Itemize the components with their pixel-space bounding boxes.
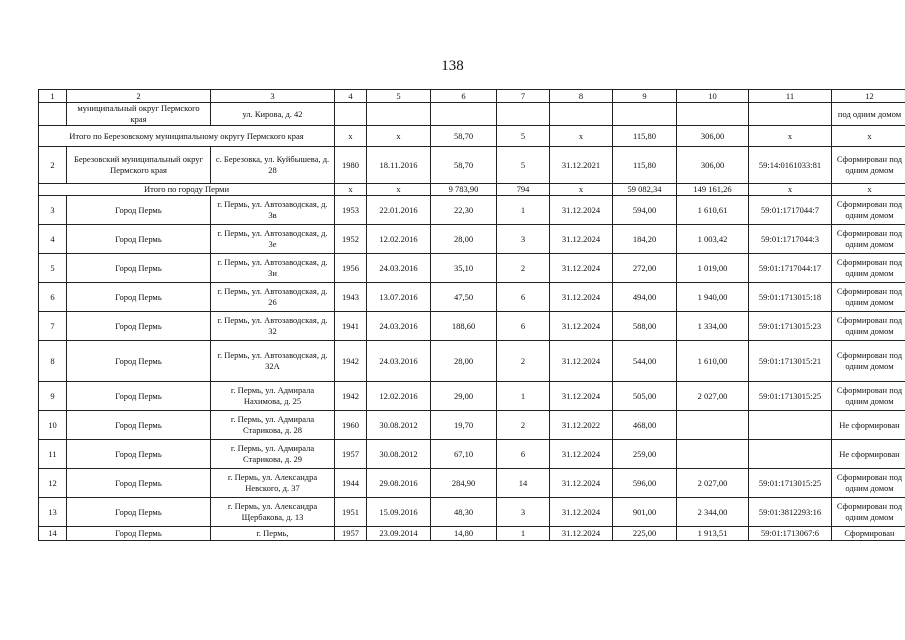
cell-cost: 1 940,00 xyxy=(677,283,749,312)
col-header: 6 xyxy=(431,90,497,103)
cell-name: Город Пермь xyxy=(67,283,211,312)
cell-residents: 2 xyxy=(497,411,550,440)
cell-cadastral: 59:01:1713015:23 xyxy=(749,312,832,341)
cell-status: Сформирован под одним домом xyxy=(832,312,905,341)
cell-status: Не сформирован xyxy=(832,440,905,469)
cell-area: 188,60 xyxy=(431,312,497,341)
col-header: 1 xyxy=(39,90,67,103)
cell-date: 24.03.2016 xyxy=(367,254,431,283)
cell-date: 22.01.2016 xyxy=(367,196,431,225)
cell-land: 505,00 xyxy=(613,382,677,411)
cell-year: 1942 xyxy=(335,382,367,411)
cell-area: 35,10 xyxy=(431,254,497,283)
table-row xyxy=(39,283,905,312)
cell-year: 1957 xyxy=(335,440,367,469)
cell-plan-date: 31.12.2024 xyxy=(550,196,613,225)
cell-residents: 2 xyxy=(497,341,550,382)
cell-date: 18.11.2016 xyxy=(367,147,431,184)
cell-plan-date: 31.12.2021 xyxy=(550,147,613,184)
cell-date: 29.08.2016 xyxy=(367,469,431,498)
cell-num: 7 xyxy=(39,312,67,341)
cell-land: 184,20 xyxy=(613,225,677,254)
cell-land: 494,00 xyxy=(613,283,677,312)
cell-num xyxy=(39,103,67,126)
cell-year: 1951 xyxy=(335,498,367,527)
cell-address: г. Пермь, ул. Автозаводская, д. 3е xyxy=(211,225,335,254)
cell-year: 1941 xyxy=(335,312,367,341)
cell-name: Березовский муниципальный округ Пермского края xyxy=(67,147,211,184)
col-header: 8 xyxy=(550,90,613,103)
cell-land: 115,80 xyxy=(613,147,677,184)
cell-area: 284,90 xyxy=(431,469,497,498)
cell-cadastral: 59:01:1717044:3 xyxy=(749,225,832,254)
cell-area: 22,30 xyxy=(431,196,497,225)
cell-plan-date: 31.12.2022 xyxy=(550,411,613,440)
cell-cost: 1 019,00 xyxy=(677,254,749,283)
cell-area: 48,30 xyxy=(431,498,497,527)
cell-cadastral xyxy=(749,440,832,469)
column-number-row xyxy=(39,90,905,103)
cell-num: 9 xyxy=(39,382,67,411)
cell-name: Город Пермь xyxy=(67,341,211,382)
cell-land: 259,00 xyxy=(613,440,677,469)
cell-cadastral: 59:14:0161033:81 xyxy=(749,147,832,184)
cell-name: Город Пермь xyxy=(67,254,211,283)
cell-land: 596,00 xyxy=(613,469,677,498)
cell-plan-date: 31.12.2024 xyxy=(550,469,613,498)
table-row xyxy=(39,469,905,498)
cell-status: Сформирован под одним домом xyxy=(832,341,905,382)
cell-name: Город Пермь xyxy=(67,527,211,541)
cell-residents: 6 xyxy=(497,283,550,312)
cell-cost: 1 913,51 xyxy=(677,527,749,541)
cell-num: 4 xyxy=(39,225,67,254)
col-header: 5 xyxy=(367,90,431,103)
col-header: 4 xyxy=(335,90,367,103)
cell-num: 6 xyxy=(39,283,67,312)
cell-name: Город Пермь xyxy=(67,440,211,469)
cell-status: Сформирован под одним домом xyxy=(832,382,905,411)
cell-year: 1952 xyxy=(335,225,367,254)
cell-num: 11 xyxy=(39,440,67,469)
cell-residents: 6 xyxy=(497,312,550,341)
col-header: 11 xyxy=(749,90,832,103)
cell-year: 1953 xyxy=(335,196,367,225)
cell-address: ул. Кирова, д. 42 xyxy=(211,103,335,126)
cell-year: 1944 xyxy=(335,469,367,498)
cell-plan-date: 31.12.2024 xyxy=(550,254,613,283)
continuation-row xyxy=(39,103,905,126)
cell-date: 13.07.2016 xyxy=(367,283,431,312)
cell-num: 8 xyxy=(39,341,67,382)
cell-year: 1957 xyxy=(335,527,367,541)
cell-plan-date: 31.12.2024 xyxy=(550,382,613,411)
housing-table xyxy=(38,89,905,541)
table-row xyxy=(39,382,905,411)
cell-plan-date: 31.12.2024 xyxy=(550,312,613,341)
cell-residents: 1 xyxy=(497,382,550,411)
cell-residents: 5 xyxy=(497,147,550,184)
cell-cost: 2 027,00 xyxy=(677,469,749,498)
cell-area: 14,80 xyxy=(431,527,497,541)
cell-num: 3 xyxy=(39,196,67,225)
cell-name: Город Пермь xyxy=(67,225,211,254)
cell-year: 1960 xyxy=(335,411,367,440)
cell-status: Сформирован под одним домом xyxy=(832,469,905,498)
cell-residents: 1 xyxy=(497,196,550,225)
cell-status: Не сформирован xyxy=(832,411,905,440)
cell-name: Город Пермь xyxy=(67,196,211,225)
cell-cadastral: 59:01:1713067:6 xyxy=(749,527,832,541)
cell-status: Сформирован под одним домом xyxy=(832,283,905,312)
cell-residents: 3 xyxy=(497,498,550,527)
col-header: 10 xyxy=(677,90,749,103)
cell-address: г. Пермь, ул. Автозаводская, д. 3в xyxy=(211,196,335,225)
cell-cost: 306,00 xyxy=(677,147,749,184)
table-row xyxy=(39,527,905,541)
cell-address: г. Пермь, ул. Автозаводская, д. 32А xyxy=(211,341,335,382)
cell-residents: 14 xyxy=(497,469,550,498)
cell-area: 47,50 xyxy=(431,283,497,312)
cell-plan-date: 31.12.2024 xyxy=(550,498,613,527)
cell-address: г. Пермь, ул. Автозаводская, д. 3и xyxy=(211,254,335,283)
cell-cadastral: 59:01:1717044:17 xyxy=(749,254,832,283)
cell-cadastral: 59:01:1713015:21 xyxy=(749,341,832,382)
cell-plan-date: 31.12.2024 xyxy=(550,283,613,312)
cell-address: г. Пермь, ул. Адмирала Нахимова, д. 25 xyxy=(211,382,335,411)
cell-date: 30.08.2012 xyxy=(367,440,431,469)
cell-address: г. Пермь, ул. Адмирала Старикова, д. 28 xyxy=(211,411,335,440)
cell-status: Сформирован xyxy=(832,527,905,541)
cell-cost xyxy=(677,411,749,440)
cell-year: 1980 xyxy=(335,147,367,184)
cell-cost xyxy=(677,440,749,469)
cell-cost: 2 344,00 xyxy=(677,498,749,527)
cell-name: Город Пермь xyxy=(67,411,211,440)
cell-land: 901,00 xyxy=(613,498,677,527)
table-row xyxy=(39,498,905,527)
cell-date: 12.02.2016 xyxy=(367,382,431,411)
cell-land: 544,00 xyxy=(613,341,677,382)
cell-plan-date: 31.12.2024 xyxy=(550,527,613,541)
cell-date: 30.08.2012 xyxy=(367,411,431,440)
cell-status: под одним домом xyxy=(832,103,905,126)
cell-year: 1943 xyxy=(335,283,367,312)
cell-cadastral: 59:01:1713015:25 xyxy=(749,382,832,411)
cell-residents: 2 xyxy=(497,254,550,283)
cell-land: 468,00 xyxy=(613,411,677,440)
cell-name: Город Пермь xyxy=(67,498,211,527)
cell-address: г. Пермь, ул. Автозаводская, д. 32 xyxy=(211,312,335,341)
cell-address: г. Пермь, ул. Адмирала Старикова, д. 29 xyxy=(211,440,335,469)
cell-address: г. Пермь, ул. Александра Невского, д. 37 xyxy=(211,469,335,498)
cell-area: 19,70 xyxy=(431,411,497,440)
cell-status: Сформирован под одним домом xyxy=(832,225,905,254)
cell-address: с. Березовка, ул. Куйбышева, д. 28 xyxy=(211,147,335,184)
cell-land: 594,00 xyxy=(613,196,677,225)
cell-num: 10 xyxy=(39,411,67,440)
cell-land: 588,00 xyxy=(613,312,677,341)
table-row xyxy=(39,312,905,341)
cell-status: Сформирован под одним домом xyxy=(832,196,905,225)
cell-name: Город Пермь xyxy=(67,312,211,341)
cell-num: 5 xyxy=(39,254,67,283)
cell-area: 67,10 xyxy=(431,440,497,469)
cell-area: 28,00 xyxy=(431,341,497,382)
col-header: 9 xyxy=(613,90,677,103)
table-row xyxy=(39,254,905,283)
cell-cadastral: 59:01:3812293:16 xyxy=(749,498,832,527)
cell-residents: 1 xyxy=(497,527,550,541)
cell-residents: 3 xyxy=(497,225,550,254)
cell-name: Город Пермь xyxy=(67,469,211,498)
subtotal-label: Итого по Березовскому муниципальному округу Пермского края xyxy=(39,126,335,147)
total-label: Итого по городу Перми xyxy=(39,184,335,196)
cell-address: г. Пермь, ул. Александра Щербакова, д. 13 xyxy=(211,498,335,527)
table-row xyxy=(39,196,905,225)
cell-date: 24.03.2016 xyxy=(367,341,431,382)
cell-name: муниципальный округ Пермского края xyxy=(67,103,211,126)
col-header: 7 xyxy=(497,90,550,103)
cell-plan-date: 31.12.2024 xyxy=(550,341,613,382)
cell-cost: 1 610,61 xyxy=(677,196,749,225)
cell-plan-date: 31.12.2024 xyxy=(550,440,613,469)
cell-num: 12 xyxy=(39,469,67,498)
cell-date: 24.03.2016 xyxy=(367,312,431,341)
cell-land: 272,00 xyxy=(613,254,677,283)
table-row xyxy=(39,225,905,254)
cell-date: 15.09.2016 xyxy=(367,498,431,527)
cell-cost: 1 003,42 xyxy=(677,225,749,254)
cell-cost: 1 334,00 xyxy=(677,312,749,341)
cell-cadastral xyxy=(749,411,832,440)
col-header: 2 xyxy=(67,90,211,103)
cell-date: 12.02.2016 xyxy=(367,225,431,254)
cell-area: 29,00 xyxy=(431,382,497,411)
cell-cadastral: 59:01:1713015:25 xyxy=(749,469,832,498)
col-header: 3 xyxy=(211,90,335,103)
cell-num: 13 xyxy=(39,498,67,527)
cell-cost: 1 610,00 xyxy=(677,341,749,382)
cell-residents: 6 xyxy=(497,440,550,469)
cell-status: Сформирован под одним домом xyxy=(832,254,905,283)
cell-cadastral: 59:01:1713015:18 xyxy=(749,283,832,312)
page-number: 138 xyxy=(441,58,464,74)
cell-status: Сформирован под одним домом xyxy=(832,147,905,184)
cell-address: г. Пермь, ул. Автозаводская, д. 26 xyxy=(211,283,335,312)
cell-status: Сформирован под одним домом xyxy=(832,498,905,527)
total-row: Итого по городу Перми x x 9 783,90 794 x 59 082,34 149 161,26 x x xyxy=(39,184,905,196)
cell-area: 28,00 xyxy=(431,225,497,254)
table-row xyxy=(39,147,905,184)
cell-name: Город Пермь xyxy=(67,382,211,411)
cell-plan-date: 31.12.2024 xyxy=(550,225,613,254)
col-header: 12 xyxy=(832,90,905,103)
cell-date: 23.09.2014 xyxy=(367,527,431,541)
table-row xyxy=(39,341,905,382)
cell-address: г. Пермь, xyxy=(211,527,335,541)
table-row xyxy=(39,440,905,469)
cell-area: 58,70 xyxy=(431,147,497,184)
cell-year: 1942 xyxy=(335,341,367,382)
table-row xyxy=(39,411,905,440)
cell-cost: 2 027,00 xyxy=(677,382,749,411)
cell-land: 225,00 xyxy=(613,527,677,541)
cell-cadastral: 59:01:1717044:7 xyxy=(749,196,832,225)
cell-num: 2 xyxy=(39,147,67,184)
subtotal-row: Итого по Березовскому муниципальному округу Пермского края x x 58,70 5 x 115,80 306,00 x x xyxy=(39,126,905,147)
cell-num: 14 xyxy=(39,527,67,541)
cell-year: 1956 xyxy=(335,254,367,283)
